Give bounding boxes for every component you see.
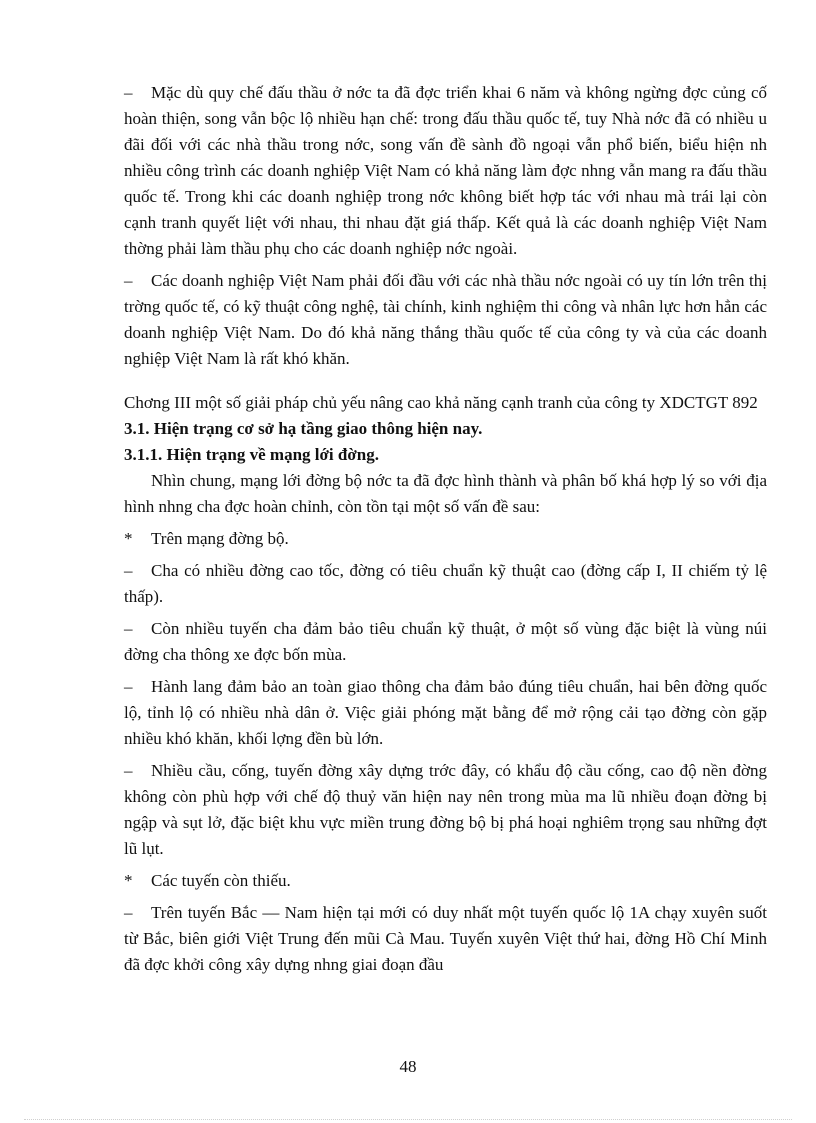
paragraph-bullet [124,80,767,262]
document-body [124,80,767,984]
bullet-marker: * [124,529,133,548]
paragraph-bullet [124,900,767,978]
bullet-marker: – [124,761,133,780]
paragraph-text: Trên tuyến Bắc — Nam hiện tại mới có duy nhất một tuyến quốc lộ 1A chạy xuyên suốt từ Bắc, biên giới Việt Trung đến mũi Cà Mau. Tuyến xuyên Việt thứ hai, đờng Hồ Chí Minh đã đợc khởi công xây dựng nhng giai đoạn đầu [124,903,767,974]
paragraph-text: Còn nhiều tuyến cha đảm bảo tiêu chuẩn kỹ thuật, ở một số vùng đặc biệt là vùng núi đờng cha thông xe đợc bốn mùa. [124,619,767,664]
paragraph-bullet [124,268,767,372]
page-bottom-divider [24,1119,792,1120]
paragraph-text: Mặc dù quy chế đấu thầu ở nớc ta đã đợc triển khai 6 năm và không ngừng đợc củng cố hoàn thiện, song vẫn bộc lộ nhiều hạn chế: trong đấu thầu quốc tế, tuy Nhà nớc đã có nhiều u đãi đối với các nhà thầu trong nớc, song vấn đề sành đồ ngoại vẫn phổ biến, biểu hiện nh nhiều công trình các doanh nghiệp Việt Nam có khả năng làm đợc nhng vẫn mang ra đấu thầu quốc tế. Trong khi các doanh nghiệp trong nớc không biết hợp tác với nhau mà trái lại còn cạnh tranh quyết liệt với nhau, thi nhau đặt giá thấp. Kết quả là các doanh nghiệp Việt Nam thờng phải làm thầu phụ cho các doanh nghiệp nớc ngoài. [124,83,767,258]
bullet-marker: * [124,871,133,890]
paragraph-bullet [124,558,767,610]
paragraph-text: Nhiều cầu, cống, tuyến đờng xây dựng trớc đây, có khẩu độ cầu cống, cao độ nền đờng không còn phù hợp với chế độ thuỷ văn hiện nay nên trong mùa ma lũ nhiều đoạn đờng bị ngập và sụt lở, đặc biệt khu vực miền trung đờng bộ bị phá hoại nghiêm trọng sau những đợt lũ lụt. [124,761,767,858]
paragraph-bullet [124,868,767,894]
bullet-marker: – [124,561,133,580]
paragraph-bullet [124,758,767,862]
paragraph-intro: Nhìn chung, mạng lới đờng bộ nớc ta đã đợc hình thành và phân bố khá hợp lý so với địa hình nhng cha đợc hoàn chỉnh, còn tồn tại một số vấn đề sau: [124,471,767,516]
paragraph-text: Trên mạng đờng bộ. [151,529,289,548]
bullet-marker: – [124,271,133,290]
bullet-marker: – [124,83,133,102]
bullet-marker: – [124,677,133,696]
paragraph-text: Cha có nhiều đờng cao tốc, đờng có tiêu chuẩn kỹ thuật cao (đờng cấp I, II chiếm tỷ lệ thấp). [124,561,767,606]
subsection-heading: 3.1.1. Hiện trạng về mạng lới đờng. [124,445,379,464]
paragraph-bullet [124,674,767,752]
page-number: 48 [399,1057,417,1076]
chapter-title: Chơng III một số giải pháp chủ yếu nâng cao khả năng cạnh tranh của công ty XDCTGT 892 [124,393,758,412]
paragraph-text: Hành lang đảm bảo an toàn giao thông cha đảm bảo đúng tiêu chuẩn, hai bên đờng quốc lộ, tỉnh lộ có nhiều nhà dân ở. Việc giải phóng mặt bằng để mở rộng cải tạo đờng còn gặp nhiều khó khăn, khối lợng đền bù lớn. [124,677,767,748]
bullet-marker: – [124,619,133,638]
paragraph-text: Các doanh nghiệp Việt Nam phải đối đầu với các nhà thầu nớc ngoài có uy tín lớn trên thị trờng quốc tế, có kỹ thuật công nghệ, tài chính, kinh nghiệm thi công và nhân lực hơn hẳn các doanh nghiệp Việt Nam. Do đó khả năng thắng thầu quốc tế của công ty và của các doanh nghiệp Việt Nam là rất khó khăn. [124,271,767,368]
paragraph-text: Các tuyến còn thiếu. [151,871,291,890]
bullet-marker: – [124,903,133,922]
paragraph-bullet [124,616,767,668]
section-heading: 3.1. Hiện trạng cơ sở hạ tầng giao thông hiện nay. [124,419,483,438]
paragraph-bullet [124,526,767,552]
